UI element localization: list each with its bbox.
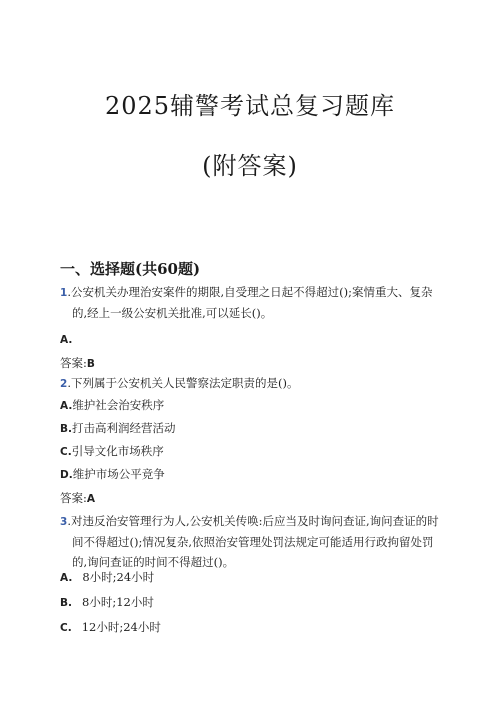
option-label: C. bbox=[60, 622, 72, 634]
option-text: 12小时;24小时 bbox=[81, 620, 161, 634]
question-2-option-b bbox=[60, 419, 176, 438]
question-text: .对违反治安管理行为人,公安机关传唤:后应当及时询问查证,询问查证的时间不得超过();情况复杂,依照治安管理处罚法规定可能适用行政拘留处罚的,询问查证的时间不得超过()。 bbox=[67, 514, 439, 569]
answer-label: 答案: bbox=[60, 356, 87, 370]
option-label: B. bbox=[60, 597, 72, 609]
question-2-option-a bbox=[60, 396, 164, 415]
question-1-option-a bbox=[60, 330, 72, 349]
option-text: 维护社会治安秩序 bbox=[72, 398, 165, 412]
option-text: 8小时;24小时 bbox=[82, 570, 155, 584]
question-3-option-b bbox=[60, 593, 154, 612]
question-text: .下列属于公安机关人民警察法定职责的是()。 bbox=[67, 376, 299, 390]
question-3-option-c bbox=[60, 618, 161, 637]
option-text: 打击高利润经营活动 bbox=[72, 421, 176, 435]
question-number: 2 bbox=[60, 378, 68, 390]
option-text: 8小时;12小时 bbox=[82, 595, 154, 609]
option-label: A. bbox=[60, 400, 73, 412]
option-text: 引导文化市场秩序 bbox=[71, 444, 164, 458]
question-2-option-c bbox=[60, 442, 164, 461]
answer-label: 答案: bbox=[60, 491, 87, 505]
question-1-answer bbox=[60, 354, 95, 373]
question-1 bbox=[60, 282, 440, 323]
question-2-answer bbox=[60, 489, 95, 508]
question-text: .公安机关办理治安案件的期限,自受理之日起不得超过();案情重大、复杂的,经上一级公安机关批准,可以延长()。 bbox=[67, 285, 433, 320]
option-label: B. bbox=[60, 423, 72, 435]
question-3 bbox=[60, 511, 440, 572]
option-label: A. bbox=[60, 572, 73, 584]
option-label: A. bbox=[60, 334, 73, 346]
option-label: C. bbox=[60, 446, 72, 458]
document-subtitle: (附答案) bbox=[202, 152, 298, 180]
question-2 bbox=[60, 373, 440, 394]
option-label: D. bbox=[60, 469, 73, 481]
question-number: 1 bbox=[60, 287, 68, 299]
answer-value: B bbox=[86, 358, 95, 370]
option-text: 维护市场公平竞争 bbox=[72, 467, 165, 481]
section-heading: 一、选择题(共60题) bbox=[60, 260, 201, 278]
question-3-option-a bbox=[60, 568, 154, 587]
document-title: 2025辅警考试总复习题库 bbox=[104, 92, 396, 120]
question-number: 3 bbox=[60, 516, 68, 528]
answer-value: A bbox=[86, 493, 96, 505]
question-2-option-d bbox=[60, 465, 165, 484]
